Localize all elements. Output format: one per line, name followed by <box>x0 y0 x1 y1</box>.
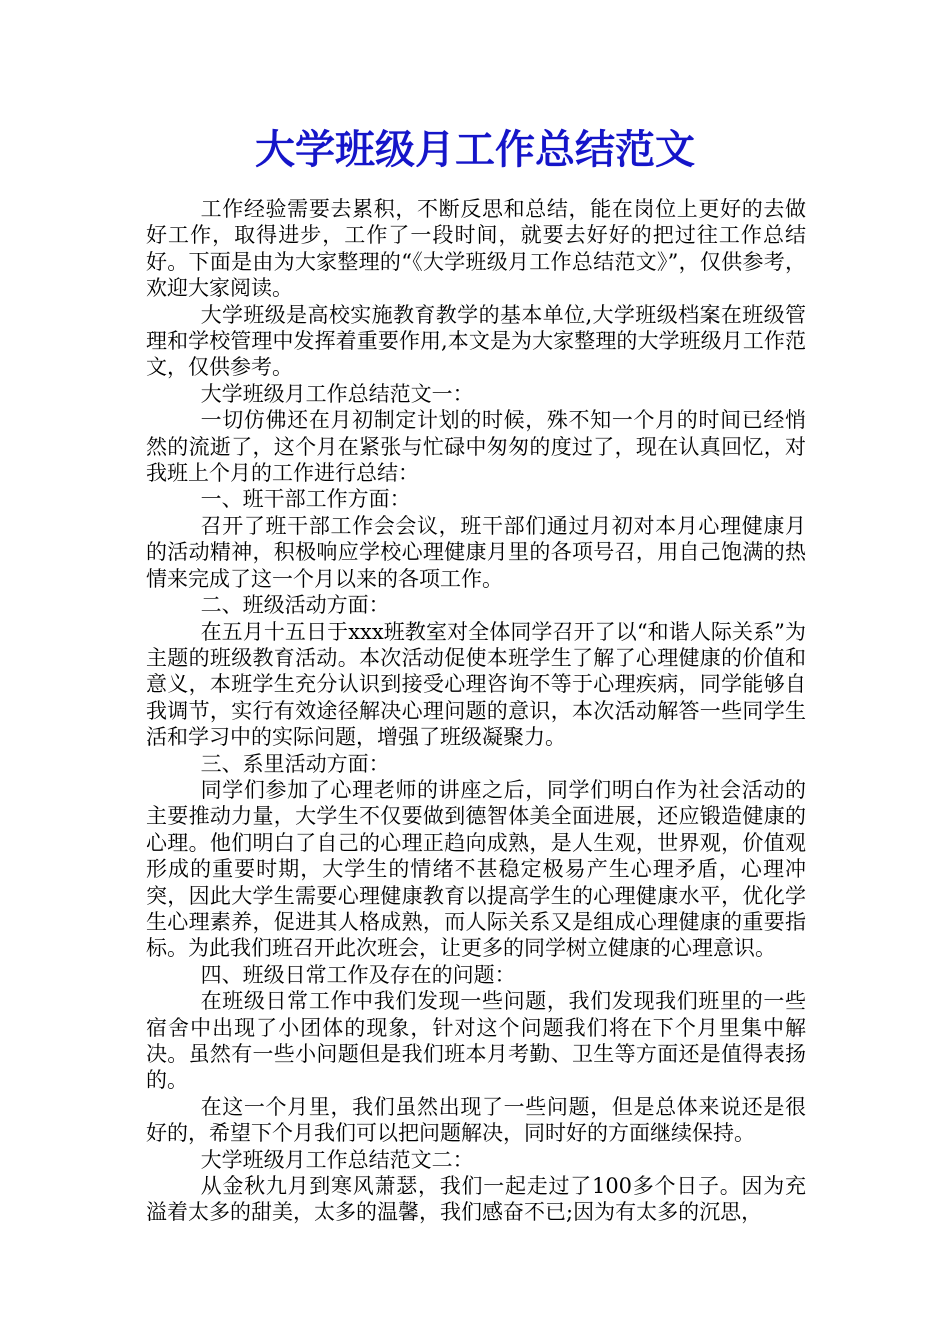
section-heading: 三、系里活动方面： <box>200 751 390 776</box>
paragraph: 在这一个月里，我们虽然出现了一些问题，但是总体来说还是很好的，希望下个月我们可以把问题解决，同时好的方面继续保持。 <box>146 1094 806 1146</box>
paragraph: 一切仿佛还在月初制定计划的时候，殊不知一个月的时间已经悄然的流逝了，这个月在紧张与忙碌中匆匆的度过了，现在认真回忆，对我班上个月的工作进行总结： <box>146 408 806 486</box>
paragraph: 同学们参加了心理老师的讲座之后，同学们明白作为社会活动的主要推动力量，大学生不仅要做到德智体美全面进展，还应锻造健康的心理。他们明白了自己的心理正趋向成熟，是人生观，世界观，价值观形成的重要时期，大学生的情绪不甚稳定极易产生心理矛盾，心理冲突，因此大学生需要心理健康教育以提高学生的心理健康水平，优化学生心理素养，促进其人格成熟，而人际关系又是组成心理健康的重要指标。为此我们班召开此次班会，让更多的同学树立健康的心理意识。 <box>146 777 806 961</box>
section-heading: 四、班级日常工作及存在的问题： <box>200 962 516 987</box>
paragraph: 大学班级是高校实施教育教学的基本单位,大学班级档案在班级管理和学校管理中发挥着重要作用,本文是为大家整理的大学班级月工作范文，仅供参考。 <box>146 302 806 380</box>
paragraph: 召开了班干部工作会会议，班干部们通过月初对本月心理健康月的活动精神，积极响应学校心理健康月里的各项号召，用自己饱满的热情来完成了这一个月以来的各项工作。 <box>146 513 806 591</box>
document-title: 大学班级月工作总结范文 <box>255 127 695 173</box>
document-body <box>146 196 806 1226</box>
paragraph: 从金秋九月到寒风萧瑟，我们一起走过了100多个日子。因为充溢着太多的甜美，太多的温馨，我们感奋不已;因为有太多的沉思， <box>146 1174 806 1225</box>
paragraph: 工作经验需要去累积，不断反思和总结，能在岗位上更好的去做好工作，取得进步，工作了一段时间，就要去好好的把过往工作总结好。下面是由为大家整理的“《大学班级月工作总结范文》”，仅供参考，欢迎大家阅读。 <box>146 197 806 301</box>
paragraph: 在五月十五日于xxx班教室对全体同学召开了以“和谐人际关系”为主题的班级教育活动。本次活动促使本班学生了解了心理健康的价值和意义，本班学生充分认识到接受心理咨询不等于心理疾病，同学能够自我调节，实行有效途径解决心理问题的意识，本次活动解答一些同学生活和学习中的实际问题，增强了班级凝聚力。 <box>146 619 806 750</box>
section-heading: 二、班级活动方面： <box>200 593 390 618</box>
section-heading: 一、班干部工作方面： <box>200 487 411 512</box>
paragraph: 在班级日常工作中我们发现一些问题，我们发现我们班里的一些宿舍中出现了小团体的现象，针对这个问题我们将在下个月里集中解决。虽然有一些小问题但是我们班本月考勤、卫生等方面还是值得表扬的。 <box>146 989 806 1093</box>
section-heading: 大学班级月工作总结范文一： <box>200 381 474 406</box>
section-heading: 大学班级月工作总结范文二： <box>200 1147 474 1172</box>
